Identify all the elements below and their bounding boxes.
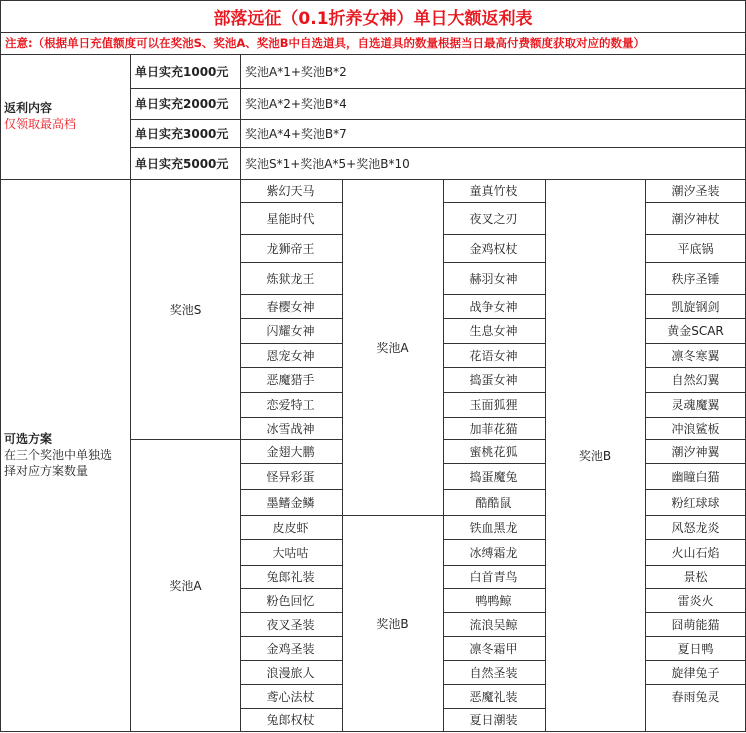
grid-line — [645, 439, 746, 440]
grid-line — [240, 489, 342, 490]
grid-line — [645, 234, 746, 235]
reward-item: 火山石焰 — [671, 545, 720, 560]
reward-item: 皮皮虾 — [272, 520, 309, 535]
grid-line — [443, 367, 545, 368]
grid-line — [443, 612, 545, 613]
grid-line — [645, 202, 746, 203]
reward-item: 粉红球球 — [671, 495, 720, 510]
grid-line — [0, 731, 746, 732]
grid-line — [240, 636, 342, 637]
reward-item: 玉面狐狸 — [469, 398, 518, 412]
grid-line — [0, 179, 746, 180]
grid-line — [240, 417, 342, 418]
tier-reward: 奖池S*1+奖池A*5+奖池B*10 — [245, 156, 410, 171]
grid-line — [443, 565, 545, 566]
grid-line — [645, 489, 746, 490]
reward-item: 灵魂魔翼 — [671, 398, 720, 412]
grid-line — [443, 234, 545, 235]
grid-line — [443, 684, 545, 685]
reward-item: 自然圣装 — [469, 665, 518, 680]
notice-text: 注意:（根据单日充值额度可以在奖池S、奖池A、奖池B中自选道具，自选道具的数量根据当日最高付费额度获取对应的数量） — [5, 36, 646, 50]
pool-label: 奖池S — [169, 302, 202, 317]
grid-line — [342, 515, 444, 516]
reward-item: 凛冬寒翼 — [671, 348, 720, 363]
grid-line — [645, 262, 746, 263]
grid-line — [443, 539, 545, 540]
reward-item: 恶魔猎手 — [266, 373, 315, 387]
reward-item: 平底锅 — [677, 241, 714, 256]
grid-line — [443, 179, 444, 732]
tier-amount: 单日实充2000元 — [135, 97, 229, 111]
grid-line — [443, 515, 545, 516]
grid-line — [645, 684, 746, 685]
grid-line — [645, 539, 746, 540]
reward-item: 酷酷鼠 — [475, 495, 512, 510]
grid-line — [645, 179, 646, 732]
reward-item: 夜叉之刃 — [469, 211, 518, 226]
grid-line — [240, 612, 342, 613]
reward-item: 大咕咕 — [272, 545, 309, 560]
reward-item: 夏日鸭 — [677, 641, 714, 656]
grid-line — [443, 636, 545, 637]
reward-item: 兔郎权杖 — [266, 713, 315, 727]
options-desc-line-2: 择对应方案数量 — [4, 464, 89, 478]
rebate-heading: 返利内容 — [4, 101, 53, 115]
pool-label: 奖池B — [376, 616, 409, 631]
grid-line — [0, 32, 746, 33]
reward-item: 潮汐神杖 — [671, 211, 720, 226]
grid-line — [342, 179, 343, 732]
reward-item: 鸢心法杖 — [266, 689, 315, 704]
grid-line — [645, 343, 746, 344]
reward-item: 自然幻翼 — [671, 373, 720, 387]
pool-label: 奖池A — [169, 578, 202, 593]
grid-line — [240, 367, 342, 368]
grid-line — [130, 54, 131, 732]
grid-line — [0, 0, 746, 1]
reward-item: 冲浪鲨板 — [671, 421, 720, 436]
grid-line — [443, 660, 545, 661]
grid-line — [645, 660, 746, 661]
grid-line — [443, 343, 545, 344]
reward-item: 金翅大鹏 — [266, 444, 315, 459]
reward-item: 加菲花猫 — [469, 421, 518, 436]
reward-item: 凯旋钢剑 — [671, 299, 720, 314]
grid-line — [443, 588, 545, 589]
reward-item: 闪耀女神 — [266, 324, 315, 338]
grid-line — [240, 318, 342, 319]
grid-line — [645, 588, 746, 589]
reward-item: 墨鳍金鳞 — [266, 495, 315, 510]
grid-line — [240, 539, 342, 540]
reward-item: 囧萌能猫 — [671, 617, 720, 632]
reward-item: 战争女神 — [469, 299, 518, 314]
grid-line — [443, 439, 545, 440]
grid-line — [645, 612, 746, 613]
grid-line — [443, 417, 545, 418]
grid-line — [443, 318, 545, 319]
tier-reward: 奖池A*2+奖池B*4 — [245, 97, 347, 111]
pool-label: 奖池A — [376, 340, 409, 355]
tier-amount: 单日实充5000元 — [135, 156, 229, 171]
grid-line — [645, 565, 746, 566]
reward-item: 捣蛋魔兔 — [469, 469, 518, 484]
grid-line — [240, 234, 342, 235]
pool-label: 奖池B — [578, 448, 612, 463]
grid-line — [645, 515, 746, 516]
reward-item: 白首青鸟 — [469, 570, 518, 584]
reward-item: 旋律兔子 — [671, 665, 720, 680]
grid-line — [130, 88, 746, 89]
grid-line — [443, 202, 545, 203]
grid-line — [645, 636, 746, 637]
tier-amount: 单日实充1000元 — [135, 64, 229, 79]
reward-item: 夏日潮装 — [469, 713, 518, 727]
grid-line — [645, 367, 746, 368]
reward-item: 鸭鸭鲸 — [475, 593, 512, 608]
reward-item: 兔郎礼装 — [266, 570, 315, 584]
reward-item: 恋爱特工 — [266, 398, 315, 412]
rebate-note: 仅领取最高档 — [4, 117, 77, 131]
grid-line — [240, 515, 342, 516]
grid-line — [240, 439, 342, 440]
grid-line — [443, 489, 545, 490]
grid-line — [130, 147, 746, 148]
grid-line — [645, 392, 746, 393]
grid-line — [645, 417, 746, 418]
grid-line — [443, 294, 545, 295]
grid-line — [240, 202, 342, 203]
reward-item: 紫幻天马 — [266, 184, 315, 198]
reward-item: 幽瞳白猫 — [671, 469, 720, 484]
rebate-label-block — [4, 100, 76, 132]
grid-line — [443, 392, 545, 393]
reward-item: 风怒龙炎 — [671, 520, 720, 535]
grid-line — [240, 708, 342, 709]
reward-item: 金鸡圣装 — [266, 641, 315, 656]
grid-line — [645, 294, 746, 295]
grid-line — [443, 463, 545, 464]
options-heading: 可选方案 — [4, 432, 53, 446]
tier-reward: 奖池A*1+奖池B*2 — [245, 64, 347, 79]
reward-item: 雷炎火 — [677, 593, 714, 608]
page-title: 部落远征（0.1折养女神）单日大额返利表 — [213, 8, 533, 29]
reward-item: 冰雪战神 — [266, 421, 315, 436]
grid-line — [240, 588, 342, 589]
reward-item: 星能时代 — [266, 211, 315, 226]
grid-line — [130, 439, 241, 440]
reward-item: 夜叉圣装 — [266, 617, 315, 632]
reward-item: 春雨兔灵 — [671, 689, 720, 704]
reward-item: 恶魔礼装 — [469, 689, 518, 704]
reward-item: 景松 — [683, 570, 708, 584]
grid-line — [240, 343, 342, 344]
reward-item: 蜜桃花狐 — [469, 444, 518, 459]
tier-reward: 奖池A*4+奖池B*7 — [245, 126, 347, 141]
reward-item: 浪漫旅人 — [266, 665, 315, 680]
reward-item: 龙狮帝王 — [266, 241, 315, 256]
grid-line — [0, 54, 746, 55]
reward-item: 凛冬霜甲 — [469, 641, 518, 656]
reward-item: 捣蛋女神 — [469, 373, 518, 387]
reward-item: 炼狱龙王 — [266, 271, 315, 286]
reward-item: 秩序圣锤 — [671, 271, 720, 286]
grid-line — [443, 708, 545, 709]
options-label-block — [4, 431, 112, 479]
reward-item: 恩宠女神 — [266, 348, 315, 363]
reward-item: 潮汐圣装 — [671, 184, 720, 198]
grid-line — [645, 463, 746, 464]
grid-line — [240, 294, 342, 295]
reward-item: 怪异彩蛋 — [266, 469, 315, 484]
reward-item: 黄金SCAR — [667, 324, 724, 338]
reward-item: 春樱女神 — [266, 299, 315, 314]
reward-item: 生息女神 — [469, 324, 518, 338]
grid-line — [545, 179, 546, 732]
grid-line — [240, 684, 342, 685]
grid-line — [0, 0, 1, 732]
reward-item: 冰缚霜龙 — [469, 545, 518, 560]
reward-item: 童真竹枝 — [469, 184, 518, 198]
grid-line — [240, 392, 342, 393]
reward-item: 粉色回忆 — [266, 593, 315, 608]
grid-line — [645, 318, 746, 319]
reward-item: 流浪吴鲸 — [469, 617, 518, 632]
reward-item: 金鸡权杖 — [469, 241, 518, 256]
options-desc-line-1: 在三个奖池中单独选 — [4, 448, 113, 462]
tier-amount: 单日实充3000元 — [135, 126, 229, 141]
grid-line — [130, 119, 746, 120]
grid-line — [240, 54, 241, 732]
reward-item: 花语女神 — [469, 348, 518, 363]
grid-line — [443, 262, 545, 263]
grid-line — [240, 463, 342, 464]
reward-item: 潮汐神翼 — [671, 444, 720, 459]
grid-line — [240, 262, 342, 263]
grid-line — [240, 660, 342, 661]
grid-line — [240, 565, 342, 566]
reward-item: 铁血黑龙 — [469, 520, 518, 535]
reward-item: 赫羽女神 — [469, 271, 518, 286]
